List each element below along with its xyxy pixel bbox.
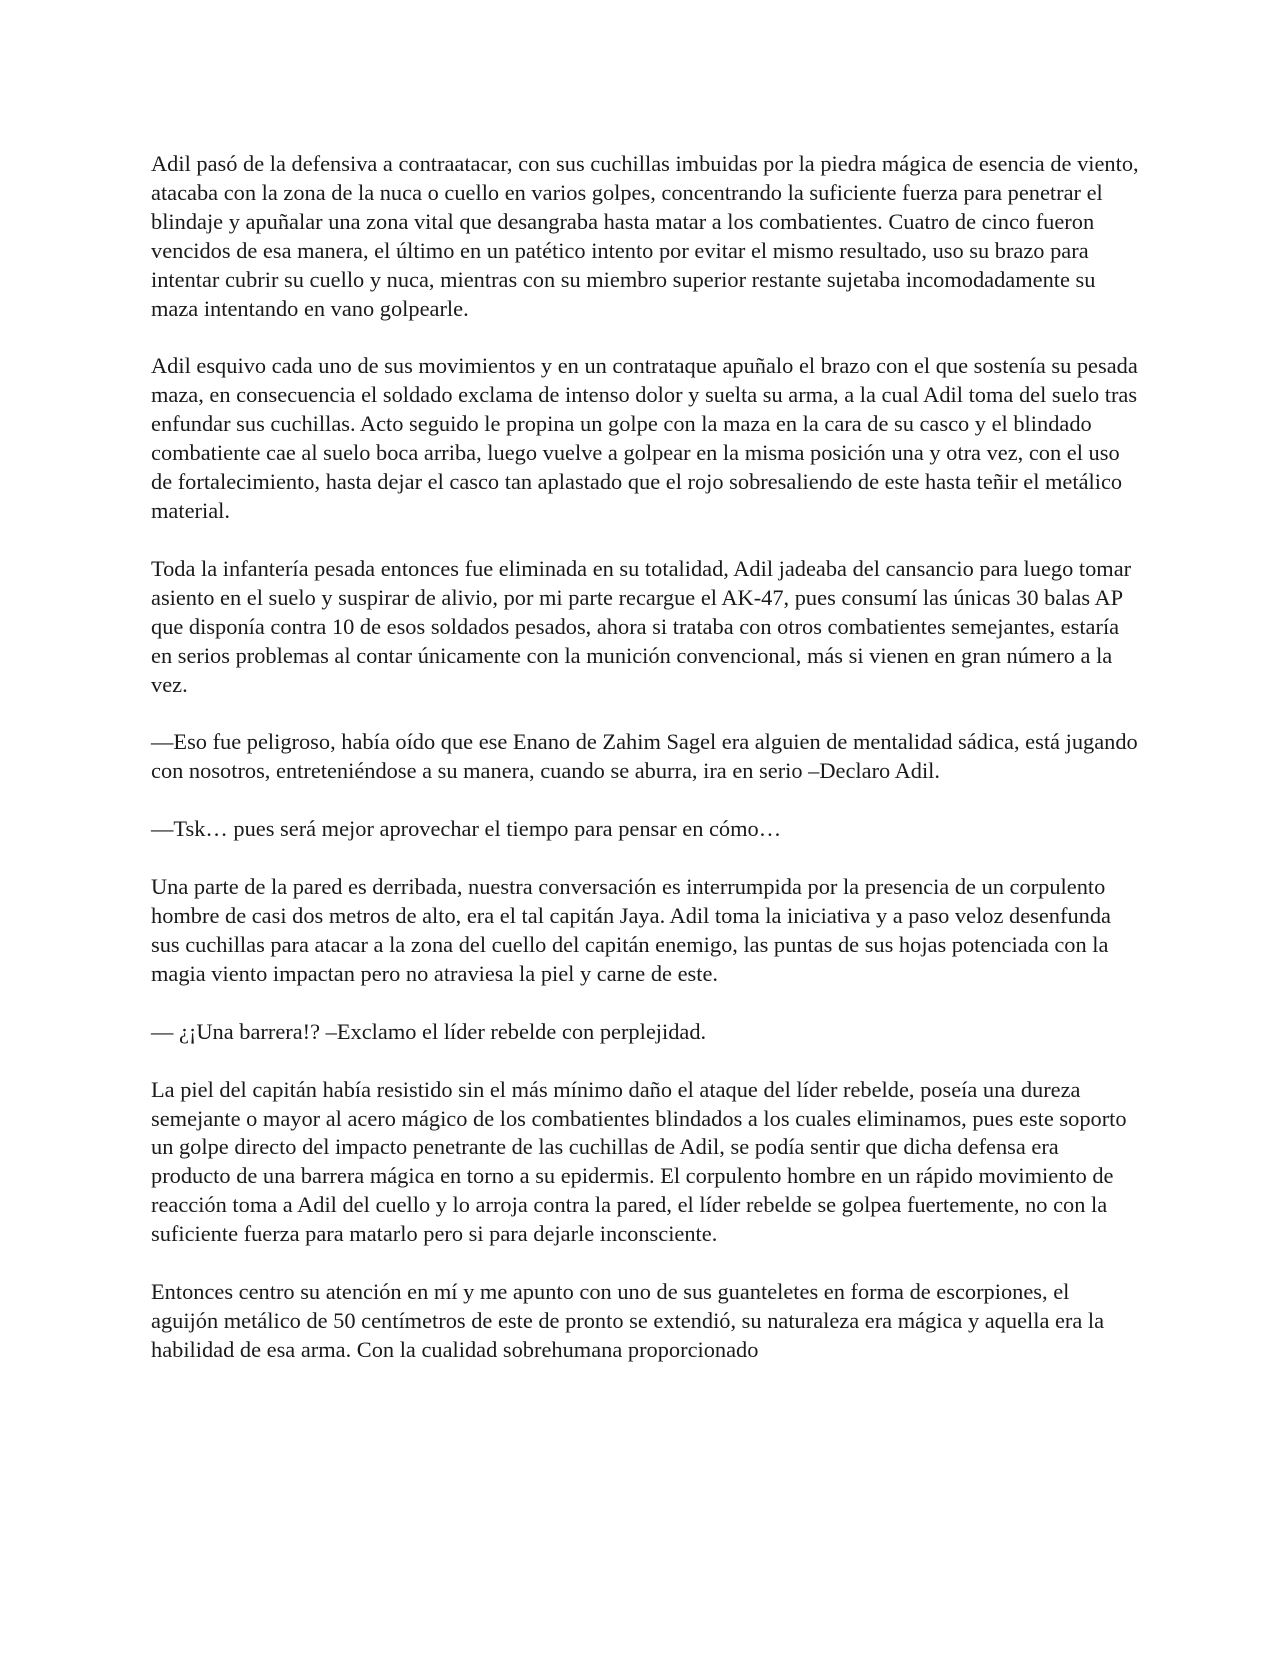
paragraph-5: —Tsk… pues será mejor aprovechar el tiempo para pensar en cómo… — [151, 816, 782, 842]
document-body — [151, 150, 1141, 1365]
paragraph-4: —Eso fue peligroso, había oído que ese Enano de Zahim Sagel era alguien de mentalidad sádica, está jugando con nosotros, entreteniéndose a su manera, cuando se aburra, ira en serio –Declaro Adil. — [151, 729, 1138, 784]
paragraph-1: Adil pasó de la defensiva a contraatacar, con sus cuchillas imbuidas por la piedra mágica de esencia de viento, atacaba con la zona de la nuca o cuello en varios golpes, concentrando la suficiente fuerza para penetrar el blindaje y apuñalar una zona vital que desangraba hasta matar a los combatientes. Cuatro de cinco fueron vencidos de esa manera, el último en un patético intento por evitar el mismo resultado, uso su brazo para intentar cubrir su cuello y nuca, mientras con su miembro superior restante sujetaba incomodadamente su maza intentando en vano golpearle. — [151, 151, 1139, 321]
paragraph-8: La piel del capitán había resistido sin el más mínimo daño el ataque del líder rebelde, poseía una dureza semejante o mayor al acero mágico de los combatientes blindados a los cuales eliminamos, pues este soporto un golpe directo del impacto penetrante de las cuchillas de Adil, se podía sentir que dicha defensa era producto de una barrera mágica en torno a su epidermis. El corpulento hombre en un rápido movimiento de reacción toma a Adil del cuello y lo arroja contra la pared, el líder rebelde se golpea fuertemente, no con la suficiente fuerza para matarlo pero si para dejarle inconsciente. — [151, 1076, 1127, 1247]
paragraph-7: — ¿¡Una barrera!? –Exclamo el líder rebelde con perplejidad. — [151, 1018, 707, 1044]
paragraph-3: Toda la infantería pesada entonces fue eliminada en su totalidad, Adil jadeaba del cansancio para luego tomar asiento en el suelo y suspirar de alivio, por mi parte recargue el AK-47, pues consumí las únicas 30 balas AP que disponía contra 10 de esos soldados pesados, ahora si trataba con otros combatientes semejantes, estaría en serios problemas al contar únicamente con la munición convencional, más si vienen en gran número a la vez. — [151, 555, 1132, 697]
paragraph-6: Una parte de la pared es derribada, nuestra conversación es interrumpida por la presencia de un corpulento hombre de casi dos metros de alto, era el tal capitán Jaya. Adil toma la iniciativa y a paso veloz desenfunda sus cuchillas para atacar a la zona del cuello del capitán enemigo, las puntas de sus hojas potenciada con la magia viento impactan pero no atraviesa la piel y carne de este. — [151, 874, 1111, 986]
paragraph-2: Adil esquivo cada uno de sus movimientos y en un contrataque apuñalo el brazo con el que sostenía su pesada maza, en consecuencia el soldado exclama de intenso dolor y suelta su arma, a la cual Adil toma del suelo tras enfundar sus cuchillas. Acto seguido le propina un golpe con la maza en la cara de su casco y el blindado combatiente cae al suelo boca arriba, luego vuelve a golpear en la misma posición una y otra vez, con el uso de fortalecimiento, hasta dejar el casco tan aplastado que el rojo sobresaliendo de este hasta teñir el metálico material. — [151, 353, 1138, 523]
paragraph-9: Entonces centro su atención en mí y me apunto con uno de sus guanteletes en forma de escorpiones, el aguijón metálico de 50 centímetros de este de pronto se extendió, su naturaleza era mágica y aquella era la habilidad de esa arma. Con la cualidad sobrehumana proporcionado — [151, 1279, 1105, 1362]
